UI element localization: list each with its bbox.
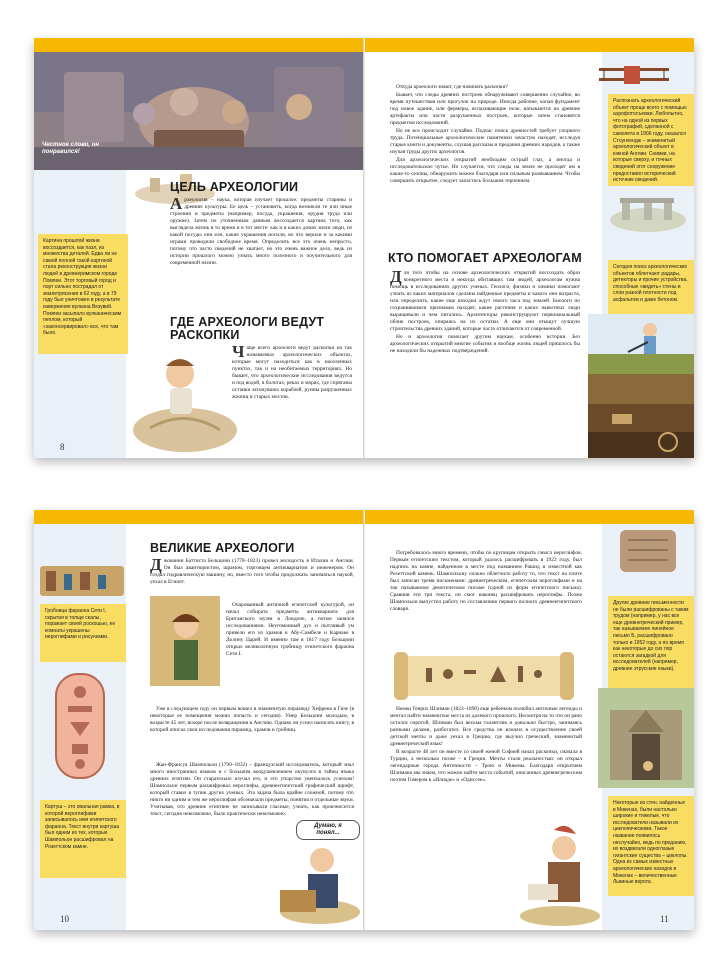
- belzoni-illustration: [150, 596, 220, 686]
- heading-great: ВЕЛИКИЕ АРХЕОЛОГИ: [150, 541, 295, 555]
- page-10: [34, 510, 364, 930]
- goal-text: Археология – наука, которая изучает прошлое: предметы старины и древние культуры. Ее цель – установить, когда возникли те или иные строения и предметы (например, посуда, украшения, орудия труда или оружие). Затем по уточненным данным воссоздается картина того, как выглядела жизнь в то время и в тот месте: как и в каких домах жили люди, из какой посуды они ели, какие украшения носили, во что верили и за какими играми проводили свободное время. Определить все это очень непросто, потому что часто сведений не хватает, но это очень важное дело, ведь из истории прошлого можно узнать много полезного и поучительного для современной жизни.: [170, 197, 352, 266]
- page-number: 8: [60, 442, 65, 452]
- heading-help: КТО ПОМОГАЕТ АРХЕОЛОГАМ: [388, 251, 582, 265]
- help-text: Для того чтобы на основе археологических открытий воссоздать образ конкретного места и некогда обитавших там людей, археологам нужна помощь в исследованиях других ученых. Геологи, физики и химики помогают узнать из каких материалов сделаны найденные предметы и какого они возраста, или определить, какие еще находки ждут своего часа под землей. Биологи по сохранившимся признакам находят, какие растения и каких животных люди выращивали и чем питались. Архитекторы реконструируют первоначальный облик построек, опираясь на их остатки. А еще они отыщут лучшую строительства древних зданий, которые часто отличаются от современной. Но и археология помогает другим наукам, особенно истории. Без археологических открытий многие события и вообще жизнь людей пришлось бы не находили бы надежных подтверждений.: [390, 270, 580, 354]
- airplane-illustration: [564, 54, 694, 94]
- yellow-band: [34, 510, 364, 524]
- radar-sidebox: Сегодня поиск археологических объектов облегчают радары, детекторы и прочие устройства, способные «видеть» стены и слои разной плотности под асфальтом и даже бетоном.: [608, 260, 694, 318]
- archaeologist-digging: [130, 348, 240, 454]
- page-number: 10: [60, 914, 69, 924]
- papyrus-scroll: [392, 650, 576, 702]
- page-8: [34, 38, 364, 458]
- belzoni-text-a: Джованни Баттиста Бельцони (1778–1823) провел молодость в Италии и Англии. Он был авантюристом, шрамом, торговцем антиквариатом и инженером. Он создал гидравлическую машину, но, вместо того чтобы продолжать заниматься наукой, уехал в Египет.: [150, 558, 354, 585]
- intro-text: Откуда археологи знают, где начинать раскопки? Бывает, что следы древних построек обнаруживают совершенно случайно, во время путешествия или прогулок на природе. Иногда рабочие, копая фундамент под новое здание, или фермеры, вспахивающие поле, натыкаются на древние артефакты или части разрушенных построек, которые затем становятся предметом исследований. Но не все происходит случайно. Подчас поиск древностей требует упорного труда. Потенциальные археологические памятники зачастую находят, исследуя старые книги и документы, слушая рассказы и предания древних народов, а также изучая труды других археологов. Для археологических открытий необходим острый глаз, а иногда и исследовательское чутье. Но случается, что следы на земле не проходят им в какие-то сезоны, обнаружить можно благодаря или сильным размыванием. Чтобы совершить открытие, следует запастись большим терпением.: [390, 84, 580, 184]
- cartouche-illustration: [48, 670, 112, 782]
- pompeii-sidebox: Картина прошлой жизни воссоздается, как пазл, из множества деталей. Едва ли не самой полной такой картиной стала реконструкция жизни людей в древнеримском городе Помпеи. Этот торговый город и порт сильно пострадал от землетрясения в 62 году, а в 79 году был уничтожен в результате извержения вулкана Везувий. Помпеи засыпало вулканическим пеплом, который «законсервировал» все, что там было.: [38, 234, 128, 354]
- rosetta-text: Потребовалось много времени, чтобы по крупицам открыть смысл иероглифов. Первым египетским текстом, который удалось расшифровать в 1922 году, был надпись на камне, найденном в месте под названием Рашид и известной как Розеттский камень. Шампольону сильно облегчило работу то, что текст на плите был записан тремя письменами: древнегреческим, египетским иероглифами и на так называемом демотическом письме (одной из форм египетского письма). Сравнив эти три текста, он смог наконец расшифровать иероглифы. Позже Шампольон выпустил работу по составлению первого полного древнеегипетского словаря.: [390, 550, 582, 612]
- yellow-band: [364, 510, 694, 524]
- spread-bottom: [34, 510, 694, 930]
- gutter: [363, 38, 365, 458]
- scripts-sidebox: Другие древние письменности не были расшифрованы с таким трудом (например, у нас все еще древнегреческий пример, так называемое линейное письмо Б, расшифровано только в 1952 году, а по время как некоторые до сих пор остаются загадкой для исследователей (например, древние этрусские языки).: [608, 596, 694, 692]
- illustration-bubble: Честное слово, он понравился!: [42, 142, 100, 155]
- yellow-band: [34, 38, 364, 52]
- soil-layers-illustration: [588, 314, 694, 458]
- schliemann-illustration: [514, 820, 604, 928]
- seti-tomb-sidebox: Гробница фараона Сети I, скрытая в толще скалы, поражает своей роскошью, ее комнаты украшены иероглифами и рисунками.: [40, 604, 126, 662]
- heading-where: ГДЕ АРХЕОЛОГИ ВЕДУТ РАСКОПКИ: [170, 315, 325, 342]
- heading-goal: ЦЕЛЬ АРХЕОЛОГИИ: [170, 180, 299, 194]
- spread-top: [34, 38, 694, 458]
- lion-gate-illustration: [598, 688, 694, 788]
- belzoni-text-c: Уже в следующем году он первым вошел в знаменитую пирамиду Хефрена в Гизе (в некоторые ее помещения можно попасть и сегодня). Умер Бельцони молодым, в возрасте 45 лет, вскоре после возвращения в Англию. Однако он успел написать книгу, в которой описал свои исследования пирамид, храмов и гробниц.: [150, 706, 354, 733]
- page-11: [364, 510, 694, 930]
- champollion-bubble: Думаю, я понял...: [296, 820, 360, 840]
- where-text: Чаще всего археологи ведут раскопки на так называемых археологических объектах, которые могут находиться как в населенных пунктах, так и на необитаемых территориях. Но бывает, что археологические исследования ведутся и под водой, в болотах, реках и морях, где спрятаны останки затонувших кораблей, руины разрушенных жилищ и старых мостов.: [232, 345, 352, 400]
- gutter: [363, 510, 365, 930]
- belzoni-text-b: Очарованный античной египетской культурой, он начал собирать предметы антиквариата для Британского музея в Лондоне, а потом занялся исследованиями. Неугомонный дух и пытливый ум привели его из храмов в Абу-Симбеле и Карнаке в Долину Царей. И именно там в 1817 году Бельцони открыл великолепную гробницу египетского фараона Сети I.: [226, 602, 354, 657]
- yellow-band: [364, 38, 694, 52]
- champollion-text: Жан-Франсуа Шампольон (1790–1832) – французский исследователь, который знал много иностранных языков и с большим воодушевлением окунулся в тайны языка древних египтян. Он старательно изучал его, и это упорство увенчалось успехом! Шампольон первым расшифровал иероглифы, древнеегипетский графический шрифт, который ставил в тупик других ученых. Эта задача была крайне сложной, потому что никто ни одним и тем же иероглифам обозначали предметы, понятия и отдельные звуки. Учитывая, что древние египтяне не записывали гласные, узнать, как произносится текст, сегодня невозможно, было практически невозможно.: [150, 762, 354, 817]
- page-9: [364, 38, 694, 458]
- linear-b-tablet: [616, 526, 680, 576]
- mycenae-sidebox: Некоторые из стен, найденных в Микенах, были настолько широкие и тяжелые, что исследователи называли их циклопическими. Такое название появилось неслучайно, ведь по преданию, их воздвигали одноглазые гигантские существа – циклопы. Одна из самых известных археологических находок в Микенах – величественные Львиные ворота.: [608, 796, 694, 896]
- schliemann-text: Немец Генрих Шлиман (1822–1890) еще ребенком полюбил античные легенды и мечтал найти знаменитые места из далекого прошлого. Несмотря на то что он рано остался сиротой, Шлиман был весьма талантлив и довольно быстро, занимаясь разными делами, разбогател. Все средства он вложил в осуществление своей детской мечты и даже уехал в Грецию, где выучил греческий, знаменитый древнегреческий язык! В возрасте 48 лет он вместе со своей женой Софией начал раскопки, сначала в Турции, а несколько позже – в Греции. Мечты стали реальностью: он открыл легендарные города Античности – Трою и Микены. Благодаря открытиям Шлимана мы знаем, что можно найти места событий, описанных древнегреческим поэтом Гомером в «Илиаде» и «Одиссее».: [390, 706, 582, 783]
- tomb-mural: [40, 566, 124, 596]
- stonehenge-sketch: [604, 186, 692, 238]
- aerial-photo-sidebox: Распознать археологический объект проще всего с помощью аэрофотосъемки. Любопытно, что на одной из первых фотографий, сделанной с самолета в 1906 году, оказался Стоунхендж – знаменитый археологический объект в южной Англии. Снимки, на которые сверху, и точных сведений этот сооружение предоставил исторический источник сведений.: [608, 94, 694, 186]
- page-number: 11: [660, 914, 669, 924]
- cartouche-sidebox: Картуш – это овальная рамка, в которой иероглифами записывалось имя египетского фараона. Текст внутри картуша был одним из тех, которые Шампольон расшифровал на Розеттском камне.: [40, 800, 126, 878]
